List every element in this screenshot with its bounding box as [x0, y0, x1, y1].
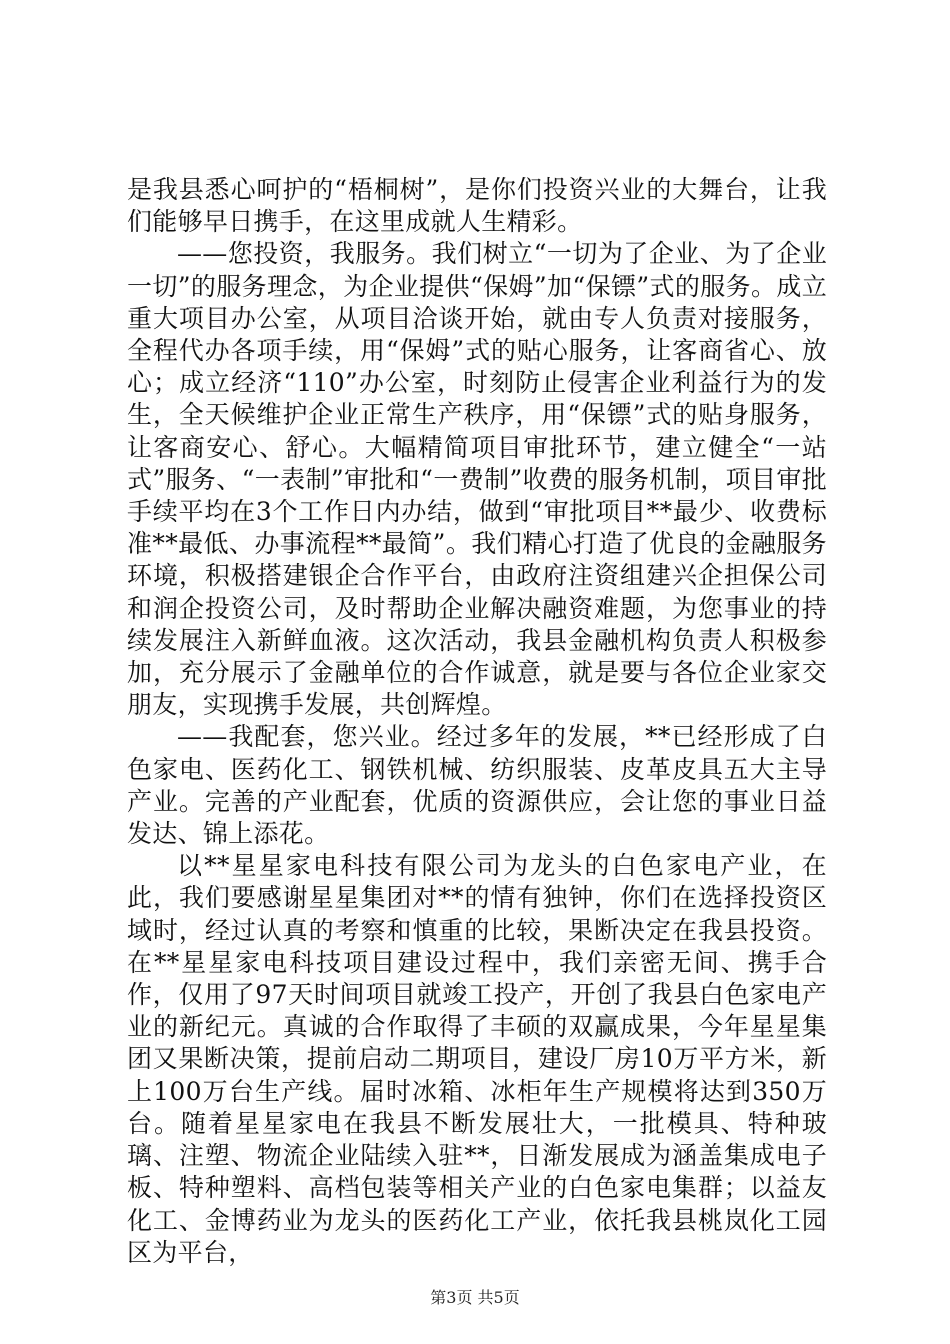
page-number-footer: 第3页 共5页	[430, 1288, 520, 1307]
paragraph-continuation: 是我县悉心呵护的“梧桐树”，是你们投资兴业的大舞台，让我们能够早日携手，在这里成就人生精彩。	[127, 175, 827, 237]
document-body	[127, 174, 827, 1269]
paragraph-appliance-industry: 以**星星家电科技有限公司为龙头的白色家电产业，在此，我们要感谢星星集团对**的情有独钟，你们在选择投资区域时，经过认真的考察和慎重的比较，果断决定在我县投资。在**星星家电科技项目建设过程中，我们亲密无间、携手合作，仅用了97天时间项目就竣工投产，开创了我县白色家电产业的新纪元。真诚的合作取得了丰硕的双赢成果，今年星星集团又果断决策，提前启动二期项目，建设厂房10万平方米，新上100万台生产线。届时冰箱、冰柜年生产规模将达到350万台。随着星星家电在我县不断发展壮大，一批模具、特种玻璃、注塑、物流企业陆续入驻**，日渐发展成为涵盖集成电子板、特种塑料、高档包装等相关产业的白色家电集群；以益友化工、金博药业为龙头的医药化工产业，依托我县桃岚化工园区为平台，	[127, 851, 827, 1267]
paragraph-industry-support: ——我配套，您兴业。经过多年的发展，**已经形成了白色家电、医药化工、钢铁机械、纺织服装、皮革皮具五大主导产业。完善的产业配套，优质的资源供应，会让您的事业日益发达、锦上添花。	[127, 722, 827, 849]
paragraph-investment-service: ——您投资，我服务。我们树立“一切为了企业、为了企业一切”的服务理念，为企业提供“保姆”加“保镖”式的服务。成立重大项目办公室，从项目洽谈开始，就由专人负责对接服务，全程代办各项手续，用“保姆”式的贴心服务，让客商省心、放心；成立经济“110”办公室，时刻防止侵害企业利益行为的发生，全天候维护企业正常生产秩序，用“保镖”式的贴身服务，让客商安心、舒心。大幅精简项目审批环节，建立健全“一站式”服务、“一表制”审批和“一费制”收费的服务机制，项目审批手续平均在3个工作日内办结，做到“审批项目**最少、收费标准**最低、办事流程**最简”。我们精心打造了优良的金融服务环境，积极搭建银企合作平台，由政府注资组建兴企担保公司和润企投资公司，及时帮助企业解决融资难题，为您事业的持续发展注入新鲜血液。这次活动，我县金融机构负责人积极参加，充分展示了金融单位的合作诚意，就是要与各位企业家交朋友，实现携手发展，共创辉煌。	[127, 239, 827, 720]
